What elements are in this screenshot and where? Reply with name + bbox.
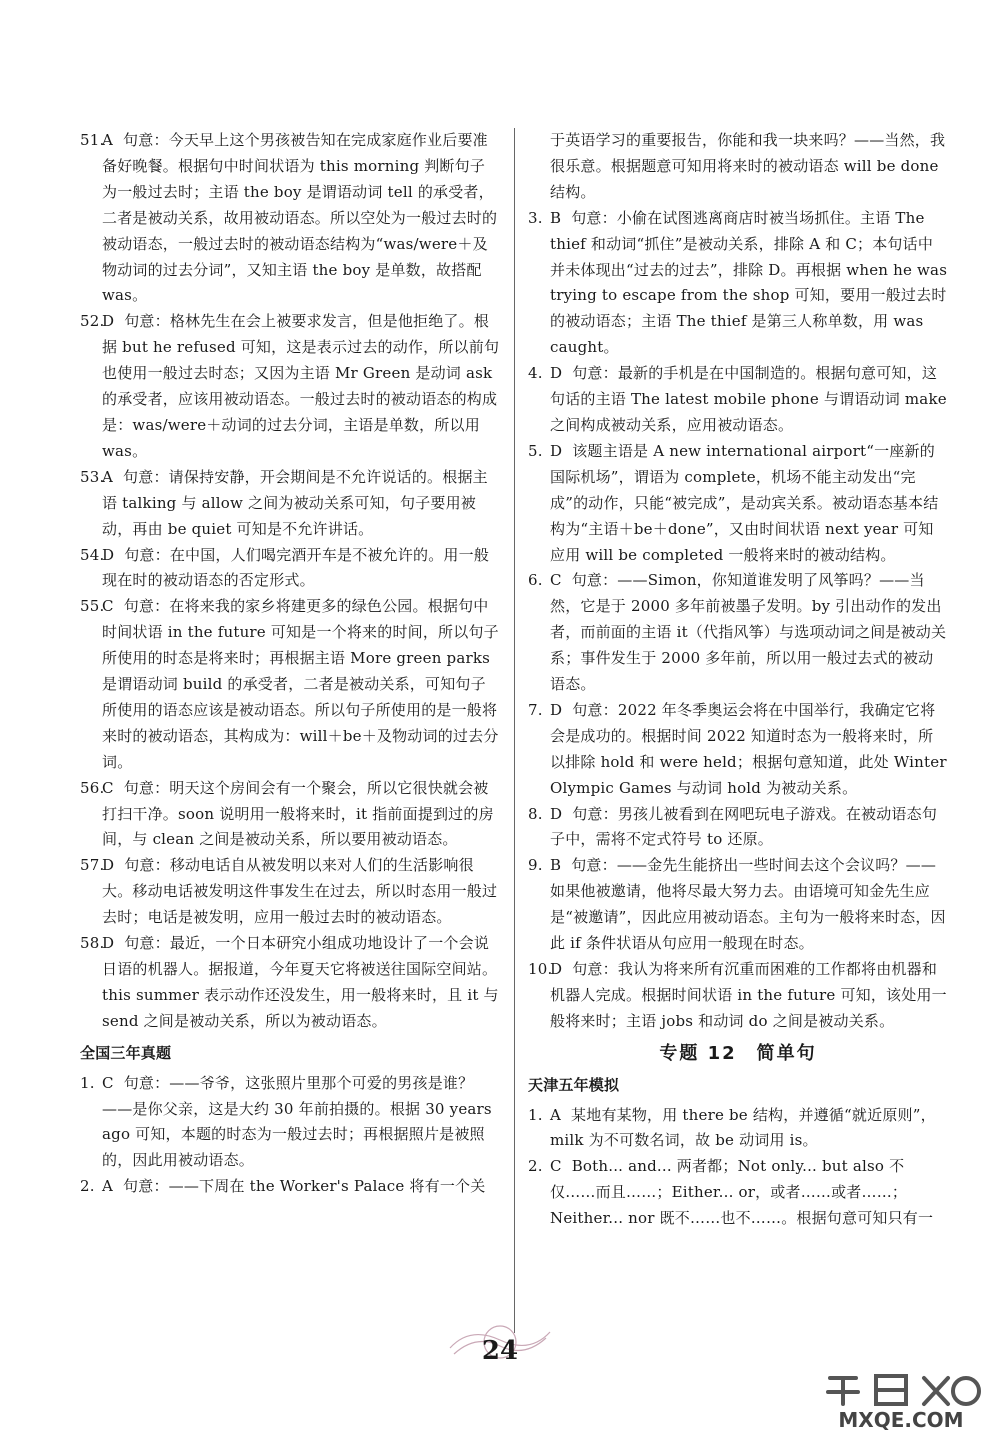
section-title-tianjin: 天津五年模拟 bbox=[528, 1075, 620, 1094]
answer-explanation: 句意：移动电话自从被发明以来对人们的生活影响很大。移动电话被发明这件事发生在过去，所以时态用一般过去时；电话是被发明，应用一般过去时的被动语态。 bbox=[102, 856, 498, 927]
answer-item bbox=[80, 465, 500, 543]
column-divider bbox=[514, 128, 515, 1333]
answer-explanation: 句意：在将来我的家乡将建更多的绿色公园。根据句中时间状语 in the future 可知是一个将来的时间，所以句子所使用的时态是将来时；再根据主语 More green parks 是谓语动词 build 的承受者，二者是被动关系，可知句子所使用的语态应该是被动语态。所以句子所使用的是一般将来时的被动语态，其构成为：will＋be＋及物动词的过去分词。 bbox=[102, 597, 499, 771]
answer-item bbox=[528, 957, 948, 1035]
answer-explanation: 某地有某物，用 there be 结构，并遵循“就近原则”，milk 为不可数名词，故 be 动词用 is。 bbox=[550, 1105, 936, 1150]
answer-explanation: 句意：我认为将来所有沉重而困难的工作都将由机器和机器人完成。根据时间状语 in the future 可知，该处用一般将来时；主语 jobs 和动词 do 之间是被动关系。 bbox=[550, 960, 947, 1030]
answer-choice: D bbox=[102, 545, 115, 564]
answer-choice: D bbox=[102, 856, 115, 875]
answer-number: 3. bbox=[528, 208, 543, 227]
answer-choice: D bbox=[550, 700, 563, 719]
answer-number: 7. bbox=[528, 700, 543, 719]
answer-choice: C bbox=[102, 1073, 114, 1092]
answer-choice: A bbox=[102, 467, 114, 486]
answer-item bbox=[528, 568, 948, 698]
tianjin-answer-list bbox=[528, 1103, 948, 1233]
answer-item bbox=[80, 853, 500, 931]
answer-item bbox=[80, 1071, 500, 1175]
answer-number: 1. bbox=[80, 1073, 95, 1092]
left-answer-list bbox=[80, 128, 500, 1035]
answer-number: 2. bbox=[80, 1177, 95, 1196]
answer-choice: D bbox=[550, 804, 563, 823]
answer-explanation: Both... and... 两者都；Not only... but also 不仅……而且……；Either... or，或者……或者……；Neither... nor 既不……也不……。根据句意可知只有一 bbox=[550, 1157, 934, 1228]
answer-choice: C bbox=[550, 571, 562, 590]
answer-choice: D bbox=[102, 312, 115, 331]
answer-item bbox=[528, 206, 948, 361]
answer-number: 6. bbox=[528, 571, 543, 590]
answer-item bbox=[528, 802, 948, 854]
answer-explanation: 句意：在中国，人们喝完酒开车是不被允许的。用一般现在时的被动语态的否定形式。 bbox=[102, 545, 490, 590]
answer-explanation: 句意：最近，一个日本研究小组成功地设计了一个会说日语的机器人。据报道，今年夏天它将被送往国际空间站。this summer 表示动作还没发生，用一般将来时，且 it 与 send 之间是被动关系，所以为被动语态。 bbox=[102, 934, 499, 1030]
answer-choice: C bbox=[102, 778, 114, 797]
answer-choice: C bbox=[102, 597, 114, 616]
answer-number: 56. bbox=[80, 778, 105, 797]
answer-explanation: 句意：——下周在 the Worker's Palace 将有一个关 bbox=[123, 1177, 486, 1196]
answer-explanation: 句意：男孩儿被看到在网吧玩电子游戏。在被动语态句子中，需将不定式符号 to 还原。 bbox=[550, 804, 938, 849]
answer-item bbox=[528, 1154, 948, 1232]
answer-explanation: 句意：今天早上这个男孩被告知在完成家庭作业后要准备好晚餐。根据句中时间状语为 this morning 判断句子为一般过去时；主语 the boy 是谓语动词 tell 的承受者，二者是被动关系，故用被动语态。所以空处为一般过去时的被动语态，一般过去时的被动语态结构为“was/were＋及物动词的过去分词”，又知主语 the boy 是单数，故搭配 was。 bbox=[102, 131, 498, 305]
answer-choice: D bbox=[102, 934, 115, 953]
answer-choice: A bbox=[102, 131, 114, 149]
answer-number: 8. bbox=[528, 804, 543, 823]
answer-explanation: 句意：格林先生在会上被要求发言，但是他拒绝了。根据 but he refused 可知，这是表示过去的动作，所以前句也使用一般过去时态；又因为主语 Mr Green 是动词 ask 的承受者，应该用被动语态。一般过去时的被动语态的构成是：was/were＋动词的过去分词，主语是单数，所以用 was。 bbox=[102, 312, 500, 460]
answer-item bbox=[80, 594, 500, 775]
answer-number: 55. bbox=[80, 597, 105, 616]
answer-number: 54. bbox=[80, 545, 105, 564]
answer-explanation: 句意：——Simon，你知道谁发明了风筝吗？——当然，它是于 2000 多年前被墨子发明。by 引出动作的发出者，而前面的主语 it（代指风筝）与选项动词之间是被动关系；事件发生于 2000 多年前，所以用一般过去式的被动语态。 bbox=[550, 571, 947, 694]
right-answer-list bbox=[528, 206, 948, 1035]
right-column bbox=[528, 128, 948, 1232]
answer-explanation: 句意：——爷爷，这张照片里那个可爱的男孩是谁？——是你父亲，这是大约 30 年前拍摄的。根据 30 years ago 可知，本题的时态为一般过去时；再根据照片是被照的，因此用被动语态。 bbox=[102, 1073, 492, 1170]
answer-choice: D bbox=[550, 960, 563, 978]
answer-number: 10. bbox=[528, 960, 553, 978]
answer-explanation: 句意：2022 年冬季奥运会将在中国举行，我确定它将会是成功的。根据时间 2022 知道时态为一般将来时，所以排除 hold 和 were held；根据句意知道，此处 Winter Olympic Games 与动词 hold 为被动关系。 bbox=[550, 700, 947, 797]
answer-item bbox=[528, 853, 948, 957]
answer-number: 5. bbox=[528, 441, 543, 460]
answer-item bbox=[80, 543, 500, 595]
answer-number: 9. bbox=[528, 856, 543, 875]
answer-number: 58. bbox=[80, 934, 105, 953]
watermark-text: MXQE.COM bbox=[838, 1408, 964, 1432]
answer-item bbox=[528, 439, 948, 569]
answer-item bbox=[80, 931, 500, 1035]
continued-text: 于英语学习的重要报告，你能和我一块来吗？——当然，我很乐意。根据题意可知用将来时的被动语态 will be done 结构。 bbox=[550, 131, 946, 201]
answer-item bbox=[528, 361, 948, 439]
answer-choice: C bbox=[550, 1157, 562, 1176]
answer-number: 4. bbox=[528, 364, 543, 383]
answer-number: 2. bbox=[528, 1157, 543, 1176]
answer-choice: B bbox=[550, 856, 562, 875]
answer-item bbox=[528, 698, 948, 802]
answer-explanation: 句意：请保持安静，开会期间是不允许说话的。根据主语 talking 与 allow 之间为被动关系可知，句子要用被动，再由 be quiet 可知是不允许讲话。 bbox=[102, 467, 488, 538]
topic-title: 专题 12 简单句 bbox=[659, 1042, 817, 1064]
national-answer-list bbox=[80, 1071, 500, 1201]
section-title-national: 全国三年真题 bbox=[80, 1043, 172, 1062]
answer-choice: A bbox=[102, 1177, 114, 1196]
answer-choice: D bbox=[550, 441, 563, 460]
page-number: 24 bbox=[481, 1336, 519, 1366]
answer-choice: D bbox=[550, 364, 563, 383]
answer-number: 1. bbox=[528, 1105, 543, 1124]
answer-choice: B bbox=[550, 208, 562, 227]
answer-item bbox=[80, 128, 500, 309]
answer-explanation: 句意：明天这个房间会有一个聚会，所以它很快就会被打扫干净。soon 说明用一般将来时，it 指前面提到过的房间，与 clean 之间是被动关系，所以要用被动语态。 bbox=[102, 778, 494, 849]
answer-explanation: 句意：——金先生能挤出一些时间去这个会议吗？——如果他被邀请，他将尽最大努力去。由语境可知金先生应是“被邀请”，因此应用被动语态。主句为一般将来时态，因此 if 条件状语从句应用一般现在时态。 bbox=[550, 856, 946, 953]
answer-item bbox=[80, 776, 500, 854]
answer-choice: A bbox=[550, 1105, 562, 1124]
answer-number: 52. bbox=[80, 312, 105, 331]
watermark-logo-icon bbox=[816, 1370, 986, 1410]
left-column bbox=[80, 128, 500, 1200]
answer-item bbox=[528, 1103, 948, 1155]
answer-explanation: 该题主语是 A new international airport“一座新的国际机场”，谓语为 complete，机场不能主动发出“完成”的动作，只能“被完成”，是动宾关系。被动语态基本结构为“主语＋be＋done”，又由时间状语 next year 可知应用 will be completed 一般将来时的被动结构。 bbox=[550, 441, 939, 564]
answer-number: 57. bbox=[80, 856, 105, 875]
watermark bbox=[816, 1370, 986, 1432]
answer-number: 51. bbox=[80, 131, 105, 149]
answer-explanation: 句意：小偷在试图逃离商店时被当场抓住。主语 The thief 和动词“抓住”是被动关系，排除 A 和 C；本句话中并未体现出“过去的过去”，排除 D。再根据 when he was trying to escape from the shop 可知，要用一般过去时的被动语态；主语 The thief 是第三人称单数，用 was caught。 bbox=[550, 208, 948, 357]
answer-explanation: 句意：最新的手机是在中国制造的。根据句意可知，这句话的主语 The latest mobile phone 与谓语动词 make 之间构成被动关系，应用被动语态。 bbox=[550, 364, 947, 434]
answer-number: 53. bbox=[80, 467, 105, 486]
answer-item bbox=[80, 1174, 500, 1200]
answer-item bbox=[80, 309, 500, 464]
